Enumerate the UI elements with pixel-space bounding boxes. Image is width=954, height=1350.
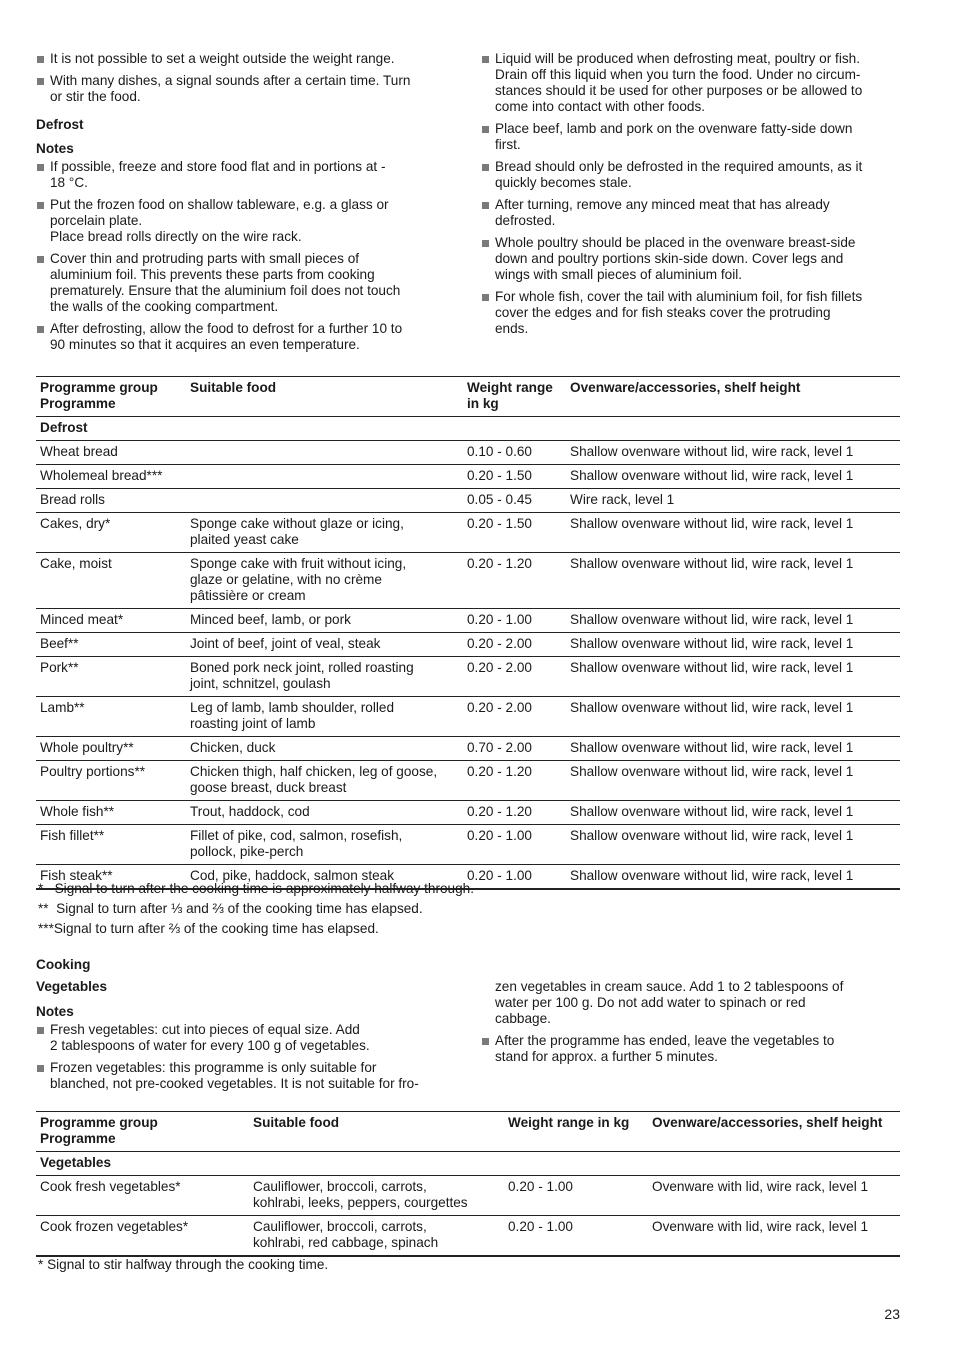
cell-programme: Minced meat* — [36, 609, 186, 633]
list-item: Cover thin and protruding parts with small pieces of aluminium foil. This prevents these parts from cooking prematurely. Ensure that the aluminium foil does not touch the walls of the cooking compartment. — [36, 251, 456, 315]
left-column-top — [36, 51, 456, 359]
cell-suitable-food: Joint of beef, joint of veal, steak — [186, 633, 463, 657]
cell-suitable-food: Leg of lamb, lamb shoulder, rolled roasting joint of lamb — [186, 697, 463, 737]
cell-weight-range: 0.05 - 0.45 — [463, 489, 566, 513]
table-row — [36, 761, 900, 801]
col-header-suitable-food: Suitable food — [186, 377, 463, 417]
table-row — [36, 801, 900, 825]
list-item: Put the frozen food on shallow tableware, e.g. a glass or porcelain plate. Place bread rolls directly on the wire rack. — [36, 197, 456, 245]
bullet-square-icon — [482, 126, 489, 133]
list-item: After turning, remove any minced meat that has already defrosted. — [481, 197, 911, 229]
cell-programme: Beef** — [36, 633, 186, 657]
bullet-square-icon — [482, 164, 489, 171]
table-row — [36, 465, 900, 489]
cell-suitable-food: Sponge cake without glaze or icing, plaited yeast cake — [186, 513, 463, 553]
cell-programme: Pork** — [36, 657, 186, 697]
list-item: With many dishes, a signal sounds after a certain time. Turn or stir the food. — [36, 73, 456, 105]
list-item: If possible, freeze and store food flat and in portions at - 18 °C. — [36, 159, 456, 191]
cell-programme: Fish fillet** — [36, 825, 186, 865]
table-row — [36, 1216, 900, 1257]
table-group-row — [36, 1152, 900, 1176]
bullet-square-icon — [37, 256, 44, 263]
cell-ovenware: Shallow ovenware without lid, wire rack, level 1 — [566, 801, 900, 825]
vegetables-heading: Vegetables — [36, 979, 108, 994]
cooking-heading: Cooking — [36, 957, 91, 972]
bullet-square-icon — [37, 56, 44, 63]
group-label-vegetables: Vegetables — [36, 1152, 900, 1176]
table-row — [36, 609, 900, 633]
footnote: * Signal to turn after the cooking time is approximately halfway through. — [38, 881, 474, 896]
table-row — [36, 1176, 900, 1216]
defrost-notes-heading: Notes — [36, 141, 74, 156]
cell-ovenware: Shallow ovenware without lid, wire rack, level 1 — [566, 737, 900, 761]
cell-suitable-food — [186, 489, 463, 513]
cell-weight-range: 0.20 - 1.00 — [504, 1216, 648, 1257]
cell-suitable-food: Minced beef, lamb, or pork — [186, 609, 463, 633]
cell-programme: Bread rolls — [36, 489, 186, 513]
col-header-ovenware: Ovenware/accessories, shelf height — [648, 1112, 900, 1152]
bullet-square-icon — [37, 326, 44, 333]
note-continuation: zen vegetables in cream sauce. Add 1 to 2 tablespoons of water per 100 g. Do not add water to spinach or red cabbage. — [495, 979, 844, 1026]
cell-ovenware: Shallow ovenware without lid, wire rack, level 1 — [566, 441, 900, 465]
cell-ovenware: Ovenware with lid, wire rack, level 1 — [648, 1176, 900, 1216]
cell-ovenware: Shallow ovenware without lid, wire rack, level 1 — [566, 553, 900, 609]
bullet-square-icon — [37, 78, 44, 85]
cell-ovenware: Ovenware with lid, wire rack, level 1 — [648, 1216, 900, 1257]
cell-weight-range: 0.10 - 0.60 — [463, 441, 566, 465]
intro-bullet-list — [36, 51, 456, 105]
cell-weight-range: 0.20 - 2.00 — [463, 633, 566, 657]
cell-programme: Cook frozen vegetables* — [36, 1216, 249, 1257]
cell-ovenware: Shallow ovenware without lid, wire rack, level 1 — [566, 465, 900, 489]
cell-ovenware: Shallow ovenware without lid, wire rack, level 1 — [566, 865, 900, 890]
cell-weight-range: 0.20 - 1.00 — [463, 609, 566, 633]
page-number: 23 — [884, 1306, 900, 1322]
cell-ovenware: Shallow ovenware without lid, wire rack, level 1 — [566, 513, 900, 553]
cell-programme: Cakes, dry* — [36, 513, 186, 553]
cell-programme: Whole fish** — [36, 801, 186, 825]
cell-weight-range: 0.20 - 1.20 — [463, 801, 566, 825]
cell-programme: Cook fresh vegetables* — [36, 1176, 249, 1216]
bullet-square-icon — [482, 56, 489, 63]
defrost-notes-right — [481, 51, 911, 337]
cell-weight-range: 0.70 - 2.00 — [463, 737, 566, 761]
table-row — [36, 657, 900, 697]
list-item: Whole poultry should be placed in the ovenware breast-side down and poultry portions skin-side down. Cover legs and wings with small pieces of aluminium foil. — [481, 235, 911, 283]
cell-suitable-food: Boned pork neck joint, rolled roasting joint, schnitzel, goulash — [186, 657, 463, 697]
cell-weight-range: 0.20 - 2.00 — [463, 657, 566, 697]
cell-programme: Wheat bread — [36, 441, 186, 465]
col-header-weight-range: Weight range in kg — [463, 377, 566, 417]
table-row — [36, 513, 900, 553]
defrost-heading: Defrost — [36, 117, 84, 132]
cell-ovenware: Shallow ovenware without lid, wire rack, level 1 — [566, 633, 900, 657]
col-header-programme: Programme group Programme — [36, 377, 186, 417]
bullet-square-icon — [37, 202, 44, 209]
footnote: ** Signal to turn after ⅓ and ⅔ of the cooking time has elapsed. — [38, 901, 423, 916]
footnote: ***Signal to turn after ⅔ of the cooking time has elapsed. — [38, 921, 379, 936]
col-header-programme: Programme group Programme — [36, 1112, 249, 1152]
col-header-suitable-food: Suitable food — [249, 1112, 504, 1152]
list-item: After the programme has ended, leave the vegetables to stand for approx. a further 5 minutes. — [481, 1033, 911, 1065]
cell-programme: Poultry portions** — [36, 761, 186, 801]
table-row — [36, 553, 900, 609]
list-item: After defrosting, allow the food to defrost for a further 10 to 90 minutes so that it acquires an even temperature. — [36, 321, 456, 353]
cell-weight-range: 0.20 - 2.00 — [463, 697, 566, 737]
cell-programme: Whole poultry** — [36, 737, 186, 761]
right-column-top — [481, 51, 911, 343]
cell-programme: Cake, moist — [36, 553, 186, 609]
list-item: It is not possible to set a weight outside the weight range. — [36, 51, 456, 67]
defrost-footnotes — [38, 881, 474, 937]
col-header-ovenware: Ovenware/accessories, shelf height — [566, 377, 900, 417]
cell-ovenware: Wire rack, level 1 — [566, 489, 900, 513]
cell-weight-range: 0.20 - 1.50 — [463, 465, 566, 489]
bullet-square-icon — [482, 1038, 489, 1045]
cell-suitable-food: Sponge cake with fruit without icing, glaze or gelatine, with no crème pâtissière or cream — [186, 553, 463, 609]
cell-weight-range: 0.20 - 1.50 — [463, 513, 566, 553]
table-row — [36, 633, 900, 657]
table-row — [36, 489, 900, 513]
cell-ovenware: Shallow ovenware without lid, wire rack, level 1 — [566, 697, 900, 737]
defrost-notes-left — [36, 159, 456, 353]
cell-ovenware: Shallow ovenware without lid, wire rack, level 1 — [566, 825, 900, 865]
cell-weight-range: 0.20 - 1.00 — [504, 1176, 648, 1216]
table-row — [36, 441, 900, 465]
cell-suitable-food — [186, 441, 463, 465]
vegetables-notes-right — [481, 1033, 911, 1065]
cooking-left-column — [36, 957, 466, 1098]
cell-suitable-food — [186, 465, 463, 489]
cell-weight-range: 0.20 - 1.00 — [463, 865, 566, 890]
vegetables-notes-left — [36, 1022, 466, 1092]
table-group-row — [36, 417, 900, 441]
bullet-square-icon — [37, 1065, 44, 1072]
cell-programme: Fish steak** — [36, 865, 186, 890]
bullet-square-icon — [37, 164, 44, 171]
list-item: Liquid will be produced when defrosting meat, poultry or fish. Drain off this liquid when you turn the food. Under no circum- stances should it be used for other purposes or be allowed to come into contact with other foods. — [481, 51, 911, 115]
table-row — [36, 825, 900, 865]
vegetables-notes-heading: Notes — [36, 1004, 74, 1019]
list-item: Place beef, lamb and pork on the ovenware fatty-side down first. — [481, 121, 911, 153]
table-row — [36, 737, 900, 761]
cell-weight-range: 0.20 - 1.00 — [463, 825, 566, 865]
cell-weight-range: 0.20 - 1.20 — [463, 761, 566, 801]
vegetables-table — [36, 1111, 900, 1257]
cooking-right-column — [481, 979, 911, 1071]
bullet-square-icon — [482, 294, 489, 301]
cell-suitable-food: Cauliflower, broccoli, carrots, kohlrabi, red cabbage, spinach — [249, 1216, 504, 1257]
table-header-row — [36, 377, 900, 417]
cell-ovenware: Shallow ovenware without lid, wire rack, level 1 — [566, 609, 900, 633]
cell-suitable-food: Chicken thigh, half chicken, leg of goose, goose breast, duck breast — [186, 761, 463, 801]
bullet-square-icon — [37, 1027, 44, 1034]
list-item: Bread should only be defrosted in the required amounts, as it quickly becomes stale. — [481, 159, 911, 191]
cell-suitable-food: Chicken, duck — [186, 737, 463, 761]
cell-suitable-food: Trout, haddock, cod — [186, 801, 463, 825]
defrost-table — [36, 376, 900, 890]
list-item: Frozen vegetables: this programme is only suitable for blanched, not pre-cooked vegetables. It is not suitable for fro- — [36, 1060, 466, 1092]
cell-programme: Lamb** — [36, 697, 186, 737]
table-header-row — [36, 1112, 900, 1152]
group-label-defrost: Defrost — [36, 417, 900, 441]
bullet-square-icon — [482, 240, 489, 247]
vegetables-footnote: * Signal to stir halfway through the cooking time. — [38, 1257, 329, 1272]
list-item: For whole fish, cover the tail with aluminium foil, for fish fillets cover the edges and for fish steaks cover the protruding ends. — [481, 289, 911, 337]
cell-ovenware: Shallow ovenware without lid, wire rack, level 1 — [566, 657, 900, 697]
col-header-weight-range: Weight range in kg — [504, 1112, 648, 1152]
cell-suitable-food: Cod, pike, haddock, salmon steak — [186, 865, 463, 890]
cell-suitable-food: Cauliflower, broccoli, carrots, kohlrabi, leeks, peppers, courgettes — [249, 1176, 504, 1216]
cell-weight-range: 0.20 - 1.20 — [463, 553, 566, 609]
cell-suitable-food: Fillet of pike, cod, salmon, rosefish, pollock, pike-perch — [186, 825, 463, 865]
bullet-square-icon — [482, 202, 489, 209]
cell-programme: Wholemeal bread*** — [36, 465, 186, 489]
cell-ovenware: Shallow ovenware without lid, wire rack, level 1 — [566, 761, 900, 801]
table-row — [36, 697, 900, 737]
list-item: Fresh vegetables: cut into pieces of equal size. Add 2 tablespoons of water for every 100 g of vegetables. — [36, 1022, 466, 1054]
